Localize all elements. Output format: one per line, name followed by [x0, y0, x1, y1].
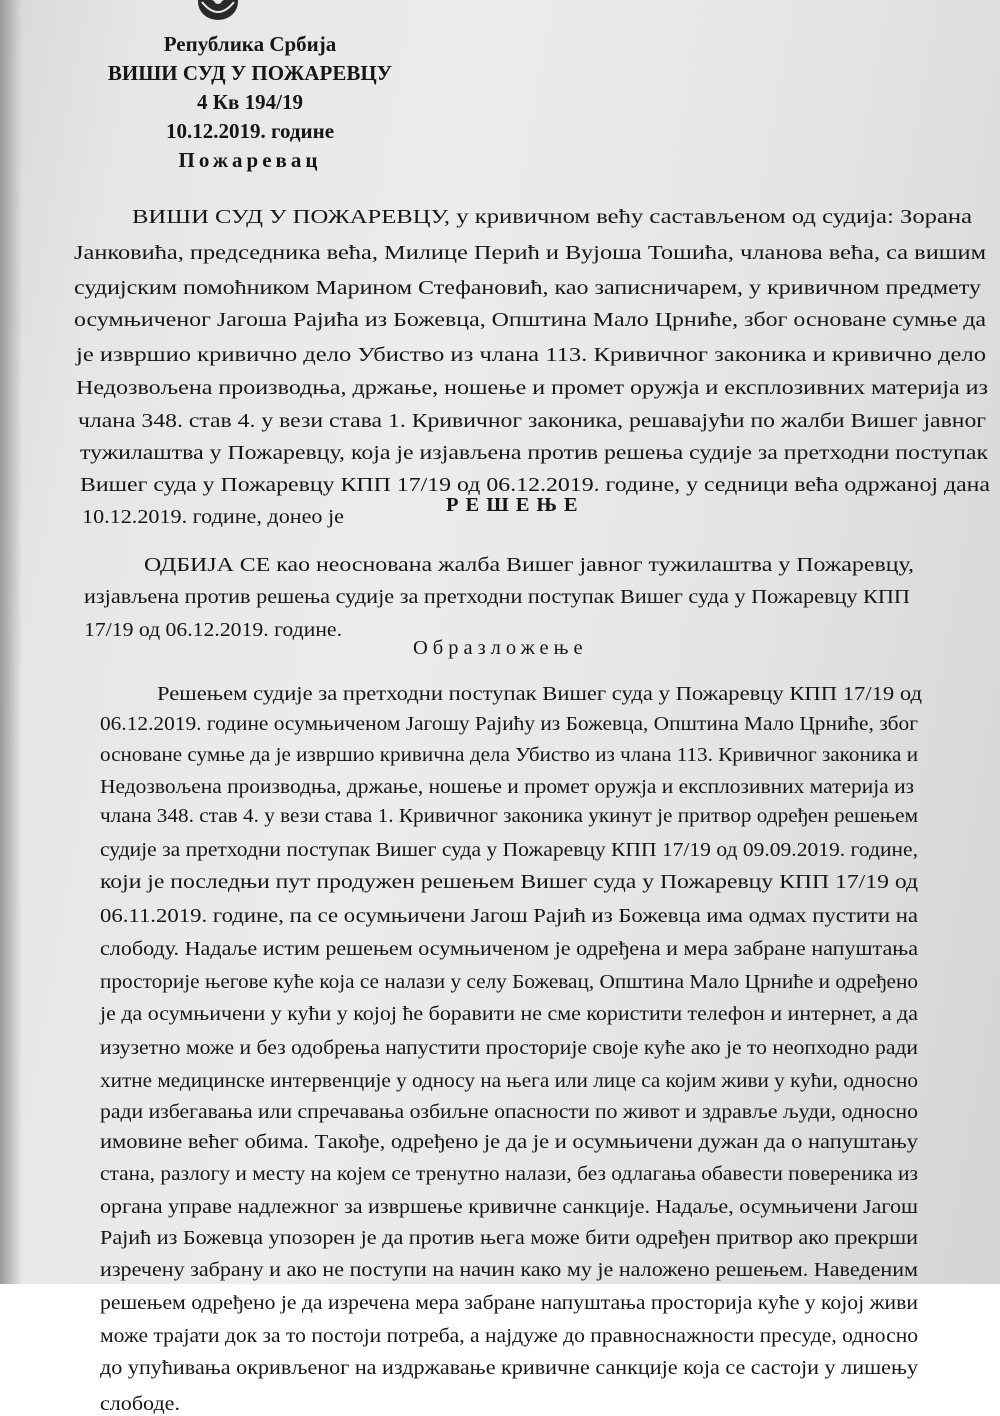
text-line: просторије његове куће која се налази у селу Божевац, Општина Мало Црниће и одређено: [100, 971, 919, 993]
document-date: 10.12.2019. године: [165, 119, 335, 143]
text-line: хитне медицинске интервенције у односу на њега или лице са којим живи у кући, односно: [100, 1070, 918, 1092]
court-header: [60, 30, 440, 175]
text-line: је да осумњичени у кући у којој ће боравити не сме користити телефон и интернет, а да: [100, 1003, 918, 1025]
scan-shadow: [0, 0, 22, 1284]
text-line: стана, разлогу и месту на којем се тренутно налази, без одлагања обавести повереника из: [100, 1163, 918, 1185]
text-line: члана 348. став 4. у вези става 1. Кривичног законика, решавајући по жалби Вишег јавног: [78, 410, 987, 432]
country-name: Република Србија: [163, 32, 337, 56]
text-line: је извршио кривично дело Убиство из члана 113. Кривичног законика и кривично дело: [76, 344, 987, 366]
text-line: судије за претходни поступак Вишег суда у Пожаревцу КПП 17/19 од 09.09.2019. године,: [100, 839, 918, 861]
text-line: изузетно може и без одобрења напустити просторије своје куће ако је то неопходно ради: [100, 1037, 919, 1059]
text-line: Вишег суда у Пожаревцу КПП 17/19 од 06.12.2019. године, у седници већа одржаној дана: [80, 474, 990, 496]
text-line: судијским помоћником Марином Стефановић, као записничарем, у кривичном предмету: [74, 277, 981, 299]
text-line: основане сумње да је извршио кривична дела Убиство из члана 113. Кривичног законика и: [100, 744, 919, 766]
coat-of-arms-emblem: [194, 0, 242, 28]
city-name: Пожаревац: [178, 148, 322, 172]
case-number: 4 Кв 194/19: [197, 90, 303, 114]
text-line: 06.11.2019. године, па се осумњичени Јагош Рајић из Божевца има одмах пустити на: [100, 905, 918, 927]
text-line: ВИШИ СУД У ПОЖАРЕВЦУ, у кривичном већу састављеном од судија: Зорана: [132, 206, 973, 228]
text-line: изречену забрану и ако не поступи на начин како му је наложено решењем. Наведеним: [100, 1259, 919, 1281]
text-line: који је последњи пут продужен решењем Вишег суда у Пожаревцу КПП 17/19 од: [100, 871, 919, 893]
text-line: слободе.: [100, 1393, 180, 1415]
text-line: ради избегавања или спречавања озбиљне опасности по живот и здравље људи, односно: [100, 1101, 919, 1123]
text-line: Решењем судије за претходни поступак Вишег суда у Пожаревцу КПП 17/19 од: [157, 683, 923, 705]
court-name: ВИШИ СУД У ПОЖАРЕВЦУ: [107, 61, 393, 85]
text-line: имовине већег обима. Такође, одређено је да је и осумњичени дужан да о напуштању: [100, 1131, 918, 1153]
text-line: члана 348. став 4. у вези става 1. Кривичног законика укинут је притвор одређен решењем: [100, 805, 919, 827]
text-line: решењем одређено је да изречена мера забране напуштања просторија куће у којој живи: [100, 1292, 918, 1314]
text-line: 17/19 од 06.12.2019. године.: [84, 619, 343, 641]
text-line: Недозвољена производња, држање, ношење и промет оружја и експлозивних материја из: [100, 776, 915, 798]
text-line: до упућивања окривљеног на издржавање кривичне санкције која се састоји у лишењу: [100, 1357, 919, 1379]
text-line: 10.12.2019. године, донео је: [82, 506, 344, 528]
text-line: ОДБИЈА СЕ као неоснована жалба Вишег јавног тужилаштва у Пожаревцу,: [144, 554, 915, 576]
text-line: слободу. Надаље истим решењем осумњиченом је одређена и мера забране напуштања: [100, 938, 919, 960]
text-line: 06.12.2019. године осумњиченом Јагошу Рајићу из Божевца, Општина Мало Црниће, због: [100, 713, 918, 735]
decision-heading: РЕШЕЊЕ: [446, 494, 585, 516]
reasoning-heading: Образложење: [413, 637, 588, 659]
text-line: органа управе надлежног за извршење кривичне санкције. Надаље, осумњичени Јагош: [100, 1196, 919, 1218]
text-line: Јанковића, председника већа, Милице Перић и Вујоша Тошића, чланова већа, са вишим: [74, 242, 987, 264]
text-line: може трајати док за то постоји потреба, а најдуже до правноснажности пресуде, односно: [100, 1325, 919, 1347]
text-line: Недозвољена производња, држање, ношење и промет оружја и експлозивних материја из: [76, 377, 989, 399]
text-line: изјављена против решења судије за претходни поступак Вишег суда у Пожаревцу КПП: [84, 586, 910, 608]
text-line: Рајић из Божевца упозорен је да против њега може бити одређен притвор ако прекрши: [100, 1227, 919, 1249]
text-line: осумњиченог Јагоша Рајића из Божевца, Општина Мало Црниће, због основане сумње да: [74, 309, 987, 331]
text-line: тужилаштва у Пожаревцу, која је изјављена против решења судије за претходни поступак: [80, 442, 989, 464]
